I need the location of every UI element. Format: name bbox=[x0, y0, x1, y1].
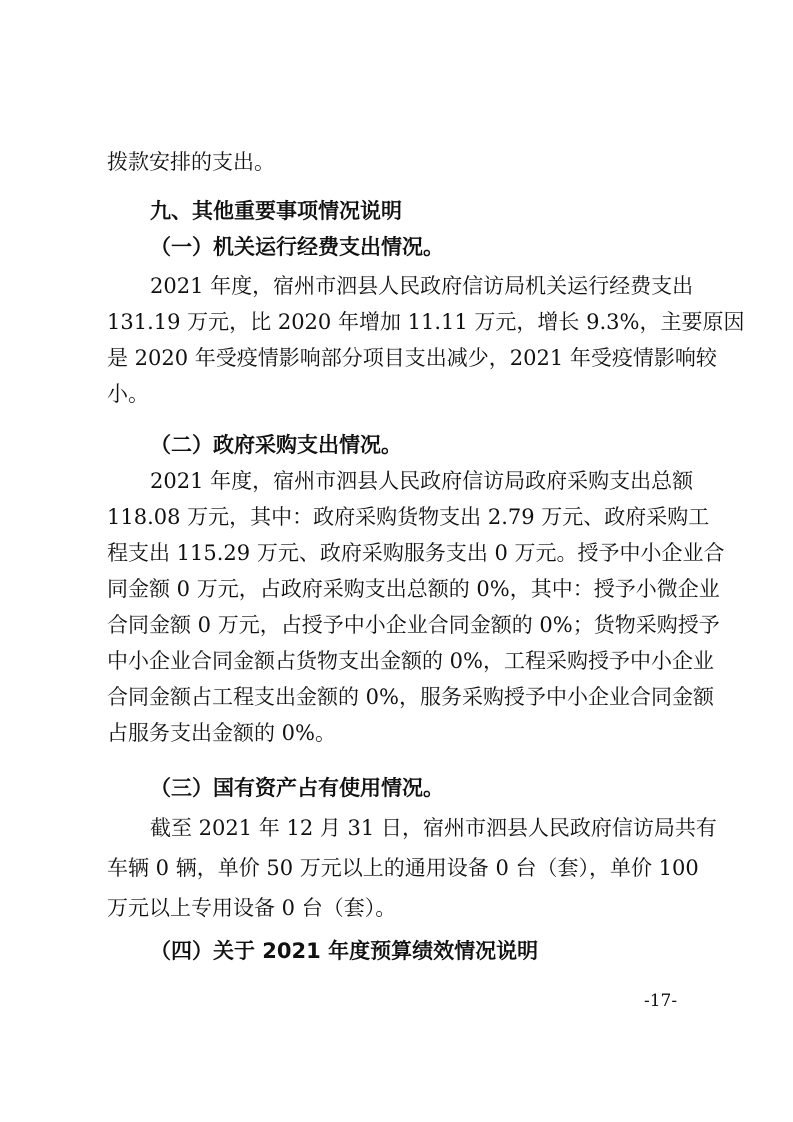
subsection-heading: （四）关于 2021 年度预算绩效情况说明 bbox=[150, 939, 539, 963]
paragraph-line: 万元以上专用设备 0 台（套）。 bbox=[107, 896, 397, 920]
paragraph-line: 同金额 0 万元，占政府采购支出总额的 0%，其中：授予小微企业 bbox=[107, 577, 720, 601]
subsection-heading: （三）国有资产占有使用情况。 bbox=[150, 776, 444, 800]
paragraph-line: 是 2020 年受疫情影响部分项目支出减少，2021 年受疫情影响较 bbox=[107, 346, 717, 370]
paragraph-line: 小。 bbox=[107, 382, 149, 406]
paragraph-line: 车辆 0 辆，单价 50 万元以上的通用设备 0 台（套），单价 100 bbox=[107, 856, 699, 880]
paragraph-line: 截至 2021 年 12 月 31 日，宿州市泗县人民政府信访局共有 bbox=[150, 816, 717, 840]
page-number: -17- bbox=[644, 991, 678, 1011]
section-heading: 九、其他重要事项情况说明 bbox=[150, 199, 402, 223]
paragraph-line: 131.19 万元，比 2020 年增加 11.11 万元，增长 9.3%，主要原因 bbox=[107, 310, 745, 334]
paragraph-line: 中小企业合同金额占货物支出金额的 0%，工程采购授予中小企业 bbox=[107, 649, 714, 673]
subsection-heading: （二）政府采购支出情况。 bbox=[150, 433, 402, 457]
paragraph-line: 占服务支出金额的 0%。 bbox=[107, 721, 336, 745]
subsection-heading: （一）机关运行经费支出情况。 bbox=[150, 235, 444, 259]
paragraph-line: 2021 年度，宿州市泗县人民政府信访局机关运行经费支出 bbox=[150, 274, 694, 298]
paragraph-line: 合同金额占工程支出金额的 0%，服务采购授予中小企业合同金额 bbox=[107, 685, 714, 709]
paragraph-line: 拨款安排的支出。 bbox=[107, 150, 275, 174]
paragraph-line: 2021 年度，宿州市泗县人民政府信访局政府采购支出总额 bbox=[150, 469, 694, 493]
paragraph-line: 118.08 万元，其中：政府采购货物支出 2.79 万元、政府采购工 bbox=[107, 505, 710, 529]
paragraph-line: 程支出 115.29 万元、政府采购服务支出 0 万元。授予中小企业合 bbox=[107, 541, 725, 565]
paragraph-line: 合同金额 0 万元，占授予中小企业合同金额的 0%；货物采购授予 bbox=[107, 613, 720, 637]
